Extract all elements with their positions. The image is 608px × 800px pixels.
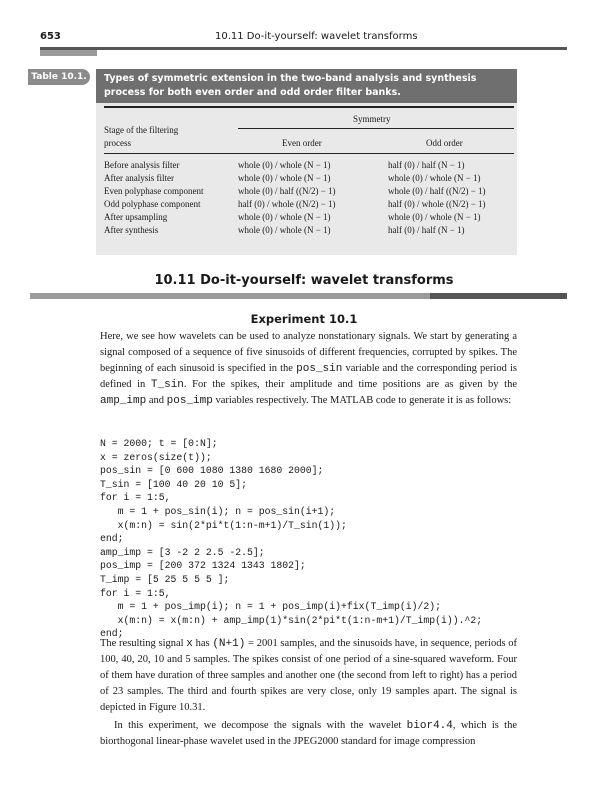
header-rule	[40, 47, 567, 50]
stage-cell: Before analysis filter	[104, 160, 180, 170]
even-cell: half (0) / whole ((N/2) − 1)	[238, 199, 336, 209]
stage-header-cont: process	[104, 138, 131, 148]
stage-cell: Even polyphase component	[104, 186, 204, 196]
code-line: x(m:n) = sin(2*pi*t(1:n-m+1)/T_sin(1));	[100, 519, 347, 531]
code-line: x = zeros(size(t));	[100, 451, 212, 463]
code-term: pos_imp	[166, 395, 213, 407]
code-line: T_sin = [100 40 20 10 5];	[100, 478, 247, 490]
code-term: x	[186, 638, 193, 650]
header-bottom-rule	[104, 153, 514, 154]
even-order-header: Even order	[282, 138, 322, 148]
code-term: (N+1)	[212, 638, 246, 650]
running-title: 10.11 Do-it-yourself: wavelet transforms	[215, 31, 418, 42]
table-row	[104, 186, 514, 199]
stage-cell: After analysis filter	[104, 173, 174, 183]
even-cell: whole (0) / whole (N − 1)	[238, 173, 331, 183]
experiment-paragraph: In this experiment, we decompose the signals with the wavelet bior4.4, which is the biorthogonal linear-phase wavelet used in the JPEG2000 standard for image compression	[100, 720, 517, 747]
section-title: 10.11 Do-it-yourself: wavelet transforms	[154, 273, 454, 288]
table-label: Table 10.1.	[28, 69, 90, 85]
odd-cell: whole (0) / half ((N/2) − 1)	[388, 186, 486, 196]
section-bar-accent	[430, 293, 567, 299]
odd-cell: half (0) / half (N − 1)	[388, 225, 465, 235]
code-term: T_sin	[150, 379, 184, 391]
table	[96, 103, 517, 255]
stage-cell: Odd polyphase component	[104, 199, 201, 209]
odd-cell: half (0) / half (N − 1)	[388, 160, 465, 170]
table-row	[104, 225, 514, 238]
table-row	[104, 212, 514, 225]
code-line: x(m:n) = x(m:n) + amp_imp(1)*sin(2*pi*t(1:n-m+1)/T_imp(i)).^2;	[100, 614, 483, 626]
even-cell: whole (0) / whole (N − 1)	[238, 212, 331, 222]
table-row	[104, 160, 514, 173]
odd-cell: whole (0) / whole (N − 1)	[388, 173, 481, 183]
table-caption: Types of symmetric extension in the two-band analysis and synthesis process for both even order and odd order filter banks.	[96, 69, 517, 103]
symmetry-header: Symmetry	[353, 114, 391, 124]
table-row	[104, 173, 514, 186]
code-term: amp_imp	[100, 395, 147, 407]
symmetry-rule	[238, 128, 514, 129]
code-line: end;	[100, 628, 124, 640]
code-line: end;	[100, 533, 124, 545]
code-term: bior4.4	[406, 720, 453, 732]
odd-cell: half (0) / whole ((N/2) − 1)	[388, 199, 486, 209]
header-side-bar	[40, 50, 97, 56]
page-number: 653	[40, 31, 61, 42]
even-cell: whole (0) / whole (N − 1)	[238, 160, 331, 170]
even-cell: whole (0) / half ((N/2) − 1)	[238, 186, 336, 196]
table-row	[104, 199, 514, 212]
experiment-title: Experiment 10.1	[250, 312, 358, 326]
code-line: N = 2000; t = [0:N];	[100, 438, 218, 449]
code-listing	[100, 437, 482, 641]
table-top-rule	[104, 106, 514, 108]
code-line: for i = 1:5,	[100, 492, 171, 504]
code-line: m = 1 + pos_sin(i); n = pos_sin(i+1);	[100, 505, 336, 517]
stage-cell: After synthesis	[104, 225, 159, 235]
code-line: for i = 1:5,	[100, 587, 171, 599]
odd-cell: whole (0) / whole (N − 1)	[388, 212, 481, 222]
code-line: amp_imp = [3 -2 2 2.5 -2.5];	[100, 546, 265, 558]
code-line: T_imp = [5 25 5 5 5 ];	[100, 573, 230, 585]
odd-order-header: Odd order	[426, 138, 463, 148]
code-term: pos_sin	[296, 363, 343, 375]
stage-cell: After upsampling	[104, 212, 168, 222]
code-line: m = 1 + pos_imp(i); n = 1 + pos_imp(i)+fix(T_imp(i)/2);	[100, 601, 441, 613]
result-paragraph: The resulting signal x has (N+1) = 2001 samples, and the sinusoids have, in sequence, periods of 100, 40, 20, 10 and 5 samples. The spikes consist of one period of a sine-squared waveform. Four of them have duration of three samples and another one (the second from left to right) has a period of 23 samples. The third and fourth spikes are very close, only 19 samples apart. The signal is depicted in Figure 10.31.	[100, 638, 518, 713]
intro-paragraph: Here, we see how wavelets can be used to analyze nonstationary signals. We start by generating a signal composed of a sequence of five sinusoids of different frequencies, corrupted by spikes. The beginning of each sinusoid is specified in the pos_sin variable and the corresponding period is defined in T_sin. For the spikes, their amplitude and time positions are as given by the amp_imp and pos_imp variables respectively. The MATLAB code to generate it is as follows:	[100, 331, 517, 407]
even-cell: whole (0) / whole (N − 1)	[238, 225, 331, 235]
code-line: pos_imp = [200 372 1324 1343 1802];	[100, 560, 306, 572]
code-line: pos_sin = [0 600 1080 1380 1680 2000];	[100, 465, 324, 477]
stage-header: Stage of the filtering	[104, 125, 179, 135]
